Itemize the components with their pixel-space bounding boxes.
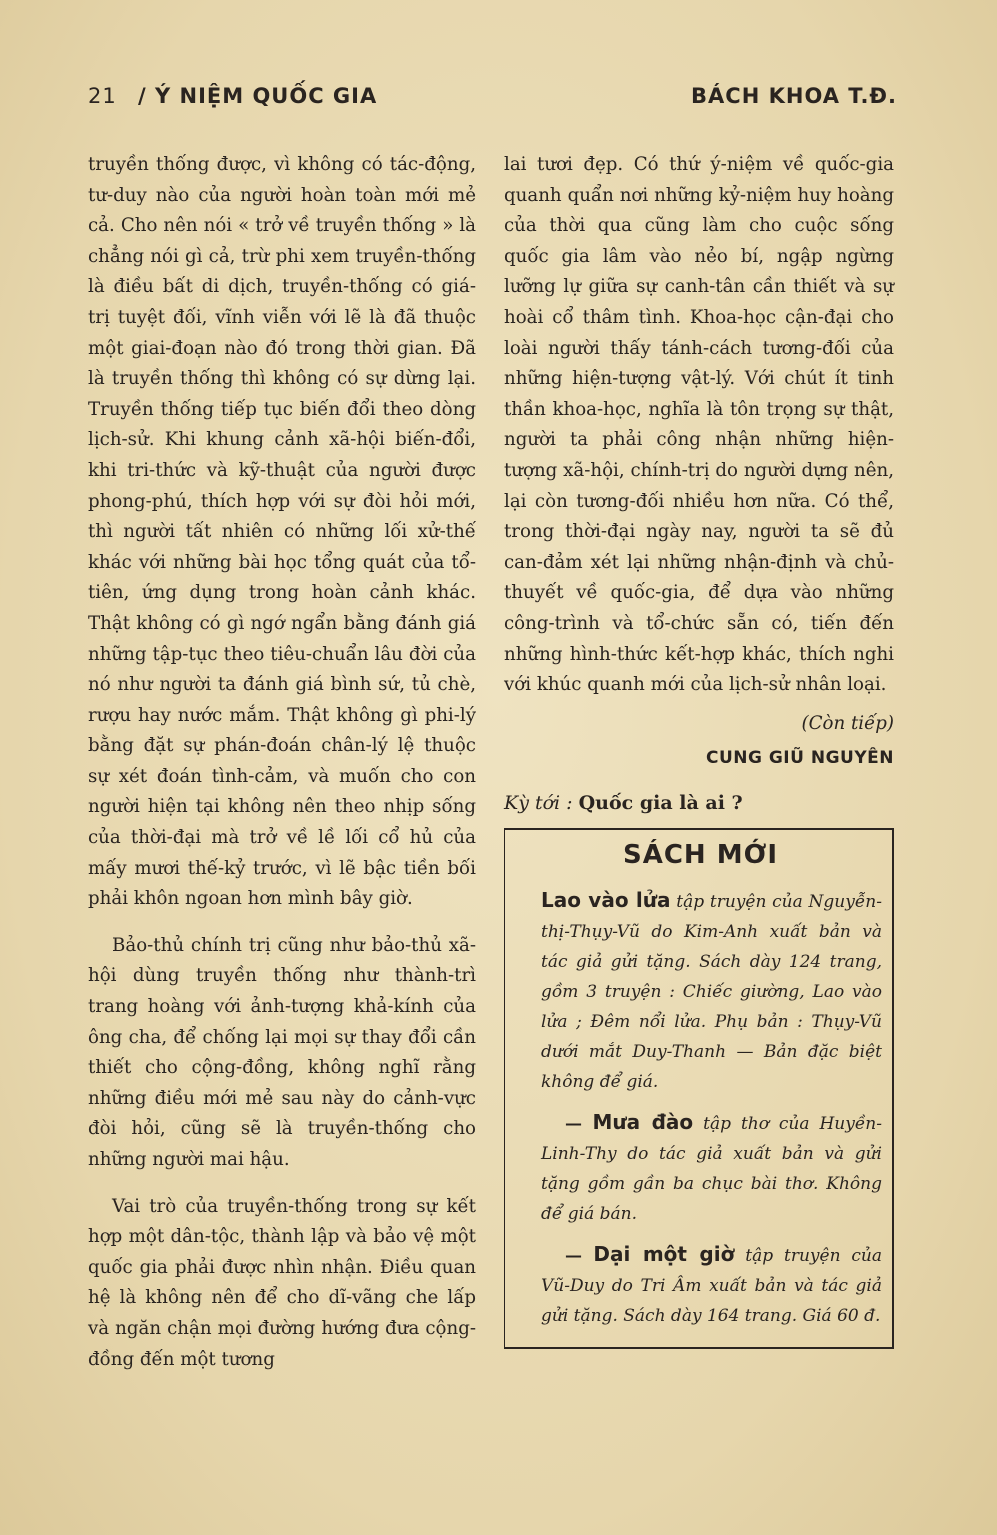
book-description: tập truyện của Nguyễn-thị-Thụy-Vũ do Kim-Anh xuất bản và tác giả gửi tặng. Sách dày 124 trang, gồm 3 truyện : Chiếc giường, Lao vào lửa ; Đêm nổi lửa. Phụ bản : Thụy-Vũ dưới mắt Duy-Thanh — Bản đặc biệt không để giá. bbox=[541, 892, 882, 1093]
right-column bbox=[504, 150, 894, 1349]
book-entry: — Dại một giờ tập truyện của Vũ-Duy do Tri Âm xuất bản và tác giả gửi tặng. Sách dày 164 trang. Giá 60 đ. bbox=[541, 1242, 883, 1327]
next-issue-title: Quốc gia là ai ? bbox=[578, 791, 743, 814]
page-number: 21 bbox=[88, 84, 117, 108]
next-issue bbox=[504, 788, 894, 819]
book-entry bbox=[519, 885, 882, 1097]
running-title-left: / Ý NIỆM QUỐC GIA bbox=[138, 84, 378, 108]
new-books-box bbox=[504, 828, 894, 1349]
paragraph: lai tươi đẹp. Có thứ ý-niệm về quốc-gia quanh quẩn nơi những kỷ-niệm huy hoàng của thời qua cũng làm cho cuộc sống quốc gia lâm vào nẻo bí, ngập ngừng lưỡng lự giữa sự canh-tân cần thiết và sự hoài cổ thâm tình. Khoa-học cận-đại cho loài người thấy tánh-cách tương-đối của những hiện-tượng vật-lý. Với chút ít tinh thần khoa-học, nghĩa là tôn trọng sự thật, người ta phải công nhận những hiện-tượng xã-hội, chính-trị do người dựng nên, lại còn tương-đối nhiều hơn nữa. Có thể, trong thời-đại ngày nay, người ta sẽ đủ can-đảm xét lại những nhận-định và chủ-thuyết về quốc-gia, để dựa vào những công-trình và tổ-chức sẵn có, tiến đến những hình-thức kết-hợp khác, thích nghi với khúc quanh mới của lịch-sử nhân loại. bbox=[504, 154, 894, 696]
book-title: Mưa đào bbox=[592, 1110, 694, 1135]
paragraph: truyền thống được, vì không có tác-động, tư-duy nào của người hoàn toàn mới mẻ cả. Cho nên nói « trở về truyền thống » là chẳng nói gì cả, trừ phi xem truyền-thống là điều bất di dịch, truyền-thống có giá-trị tuyệt đối, vĩnh viễn với lẽ là đã thuộc một giai-đoạn nào đó trong thời gian. Đã là truyền thống thì không có sự dừng lại. Truyền thống tiếp tục biến đổi theo dòng lịch-sử. Khi khung cảnh xã-hội biến-đổi, khi tri-thức và kỹ-thuật của người được phong-phú, thích hợp với sự đòi hỏi mới, thì người tất nhiên có những lối xử-thế khác với những bài học tổng quát của tổ-tiên, ứng dụng trong hoàn cảnh khác. Thật không có gì ngớ ngẩn bằng đánh giá những tập-tục theo tiêu-chuẩn lâu đời của nó như người ta đánh giá bình sứ, tủ chè, rượu hay nước mắm. Thật không gì phi-lý bằng đặt sự phán-đoán chân-lý lệ thuộc sự xét đoán tình-cảm, và muốn cho con người hiện tại không nên theo nhịp sống của thời-đại mà trở về lề lối cổ hủ của mấy mươi thế-kỷ trước, vì lẽ bậc tiền bối phải khôn ngoan hơn mình bây giờ. bbox=[88, 154, 476, 910]
author-name: CUNG GIŨ NGUYÊN bbox=[705, 748, 894, 769]
continued-note: (Còn tiếp) bbox=[801, 712, 894, 734]
new-books-title: SÁCH MỚI bbox=[623, 840, 778, 871]
next-issue-label: Kỳ tới : bbox=[504, 791, 573, 814]
book-title: Lao vào lửa bbox=[541, 888, 671, 913]
left-column bbox=[88, 150, 476, 1375]
page-header bbox=[88, 84, 897, 118]
book-description: tập truyện của Vũ-Duy do Tri Âm xuất bản và tác giả gửi tặng. Sách dày 164 trang. Giá 60 đ. bbox=[541, 1246, 883, 1327]
book-title: Dại một giờ bbox=[593, 1242, 735, 1267]
book-description: tập thơ của Huyền-Linh-Thy do tác giả xuất bản và gửi tặng gồm gần ba chục bài thơ. Không để giá bán. bbox=[541, 1114, 882, 1225]
running-title-right: BÁCH KHOA T.Đ. bbox=[691, 84, 897, 108]
book-entry: — Mưa đào tập thơ của Huyền-Linh-Thy do tác giả xuất bản và gửi tặng gồm gần ba chục bài thơ. Không để giá bán. bbox=[541, 1110, 882, 1225]
paragraph: Vai trò của truyền-thống trong sự kết hợp một dân-tộc, thành lập và bảo vệ một quốc gia phải được nhìn nhận. Điều quan hệ là không nên để cho dĩ-vãng che lấp và ngăn chận mọi đường hướng đưa cộng-đồng đến một tương bbox=[88, 1195, 476, 1370]
paragraph: Bảo-thủ chính trị cũng như bảo-thủ xã-hội dùng truyền thống như thành-trì trang hoàng với ảnh-tượng khả-kính của ông cha, để chống lại mọi sự thay đổi cần thiết cho cộng-đồng, không nghĩ rằng những điều mới mẻ sau này do cảnh-vực đòi hỏi, cũng sẽ là truyền-thống cho những người mai hậu. bbox=[88, 934, 476, 1170]
